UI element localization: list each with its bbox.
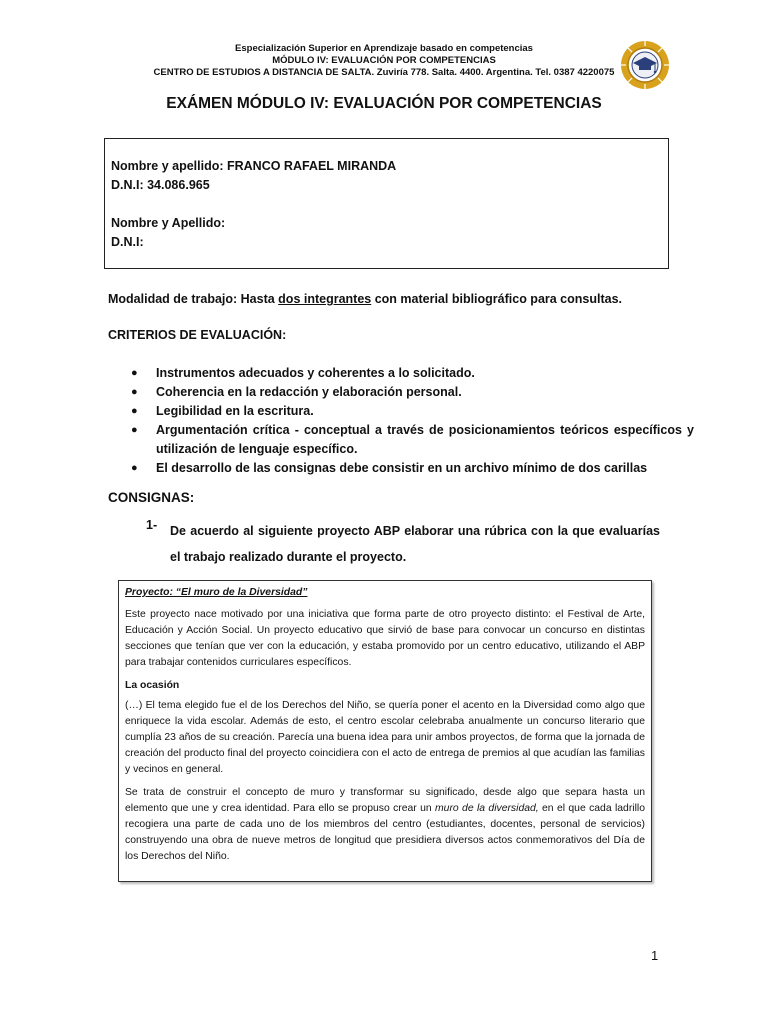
criterio-text: El desarrollo de las consignas debe consistir en un archivo mínimo de dos carillas xyxy=(156,461,648,475)
bullet-icon: ● xyxy=(131,462,138,474)
p3-part-a: Se trata de construir el concepto de muro y transformar su significado, desde algo que separa hasta un elemento que une y crea identidad. Para ello se propuso crear un xyxy=(125,787,645,814)
header-line-2: MÓDULO IV: EVALUACIÓN POR COMPETENCIAS xyxy=(272,55,496,66)
modalidad-rest: con material bibliográfico para consultas. xyxy=(371,292,623,306)
criterios-list xyxy=(128,364,694,478)
project-paragraph-3 xyxy=(125,785,645,865)
project-box xyxy=(118,580,652,882)
list-item xyxy=(128,364,694,383)
project-subheading: La ocasión xyxy=(125,680,180,691)
page-number: 1 xyxy=(651,948,659,963)
project-paragraph-2: (…) El tema elegido fue el de los Derechos del Niño, se quería poner el acento en la Diversidad como algo que enriquece la vida escolar. Además de esto, el centro escolar celebraba anualmente un concurso literario que cumplía 23 años de su creación. Parecía una buena idea para unir ambos proyectos, de forma que la jornada de creación del producto final del proyecto coincidiera con el acto de entrega de premios al que acudían las familias y vecinos en general. xyxy=(125,700,645,775)
p3-italic: muro de la diversidad, xyxy=(435,803,539,814)
consignas-heading: CONSIGNAS: xyxy=(108,490,195,505)
criterio-text: Instrumentos adecuados y coherentes a lo solicitado. xyxy=(156,366,475,380)
bullet-icon: ● xyxy=(131,405,138,417)
student-2-name: Nombre y Apellido: xyxy=(111,216,226,230)
consigna-1-number: 1- xyxy=(146,518,158,532)
criterio-text: Coherencia en la redacción y elaboración personal. xyxy=(156,385,462,399)
list-item xyxy=(128,402,694,421)
modalidad-underlined: dos integrantes xyxy=(278,292,372,306)
p3-part-b: en el que cada ladrillo recogiera una parte de cada uno de los miembros del centro (estudiantes, docentes, personal de servicios) construyendo una obra de nueve metros de longitud que presidiera diversos actos conmemorativos del Día de los Derechos del Niño. xyxy=(125,803,645,862)
student-1-dni: D.N.I: 34.086.965 xyxy=(111,178,210,192)
exam-title: EXÁMEN MÓDULO IV: EVALUACIÓN POR COMPETENCIAS xyxy=(166,95,602,112)
header-line-1: Especialización Superior en Aprendizaje basado en competencias xyxy=(235,43,533,54)
criterio-text: Argumentación crítica - conceptual a través de posicionamientos teóricos específicos y utilización de lenguaje específico. xyxy=(156,423,694,456)
student-1-name: Nombre y apellido: FRANCO RAFAEL MIRANDA xyxy=(111,159,397,173)
list-item xyxy=(128,459,694,478)
bullet-icon: ● xyxy=(131,386,138,398)
criterio-text: Legibilidad en la escritura. xyxy=(156,404,314,418)
student-2-dni: D.N.I: xyxy=(111,235,144,249)
header-line-3: CENTRO DE ESTUDIOS A DISTANCIA DE SALTA. Zuviría 778. Salta. 4400. Argentina. Tel. 0387 4220075 xyxy=(153,67,615,78)
modalidad-lead: Modalidad de trabajo: Hasta xyxy=(108,292,279,306)
consigna-1-text: De acuerdo al siguiente proyecto ABP elaborar una rúbrica con la que evaluarías el trabajo realizado durante el proyecto. xyxy=(170,524,660,564)
project-paragraph-1: Este proyecto nace motivado por una iniciativa que forma parte de otro proyecto distinto: el Festival de Arte, Educación y Acción Social. Un proyecto educativo que sirvió de base para convocar un concurso en distintas secciones que tenían que ver con la educación, y estaba promovido por un centro educativo, utilizando el ABP para trabajar contenidos curriculares específicos. xyxy=(125,609,645,668)
project-title: Proyecto: “El muro de la Diversidad” xyxy=(125,587,308,598)
student-id-box xyxy=(104,138,669,269)
bullet-icon: ● xyxy=(131,424,138,436)
list-item xyxy=(128,421,694,459)
criterios-heading: CRITERIOS DE EVALUACIÓN: xyxy=(108,328,287,342)
list-item xyxy=(128,383,694,402)
bullet-icon: ● xyxy=(131,367,138,379)
institution-seal-logo xyxy=(620,40,670,90)
modalidad-paragraph xyxy=(108,292,668,306)
